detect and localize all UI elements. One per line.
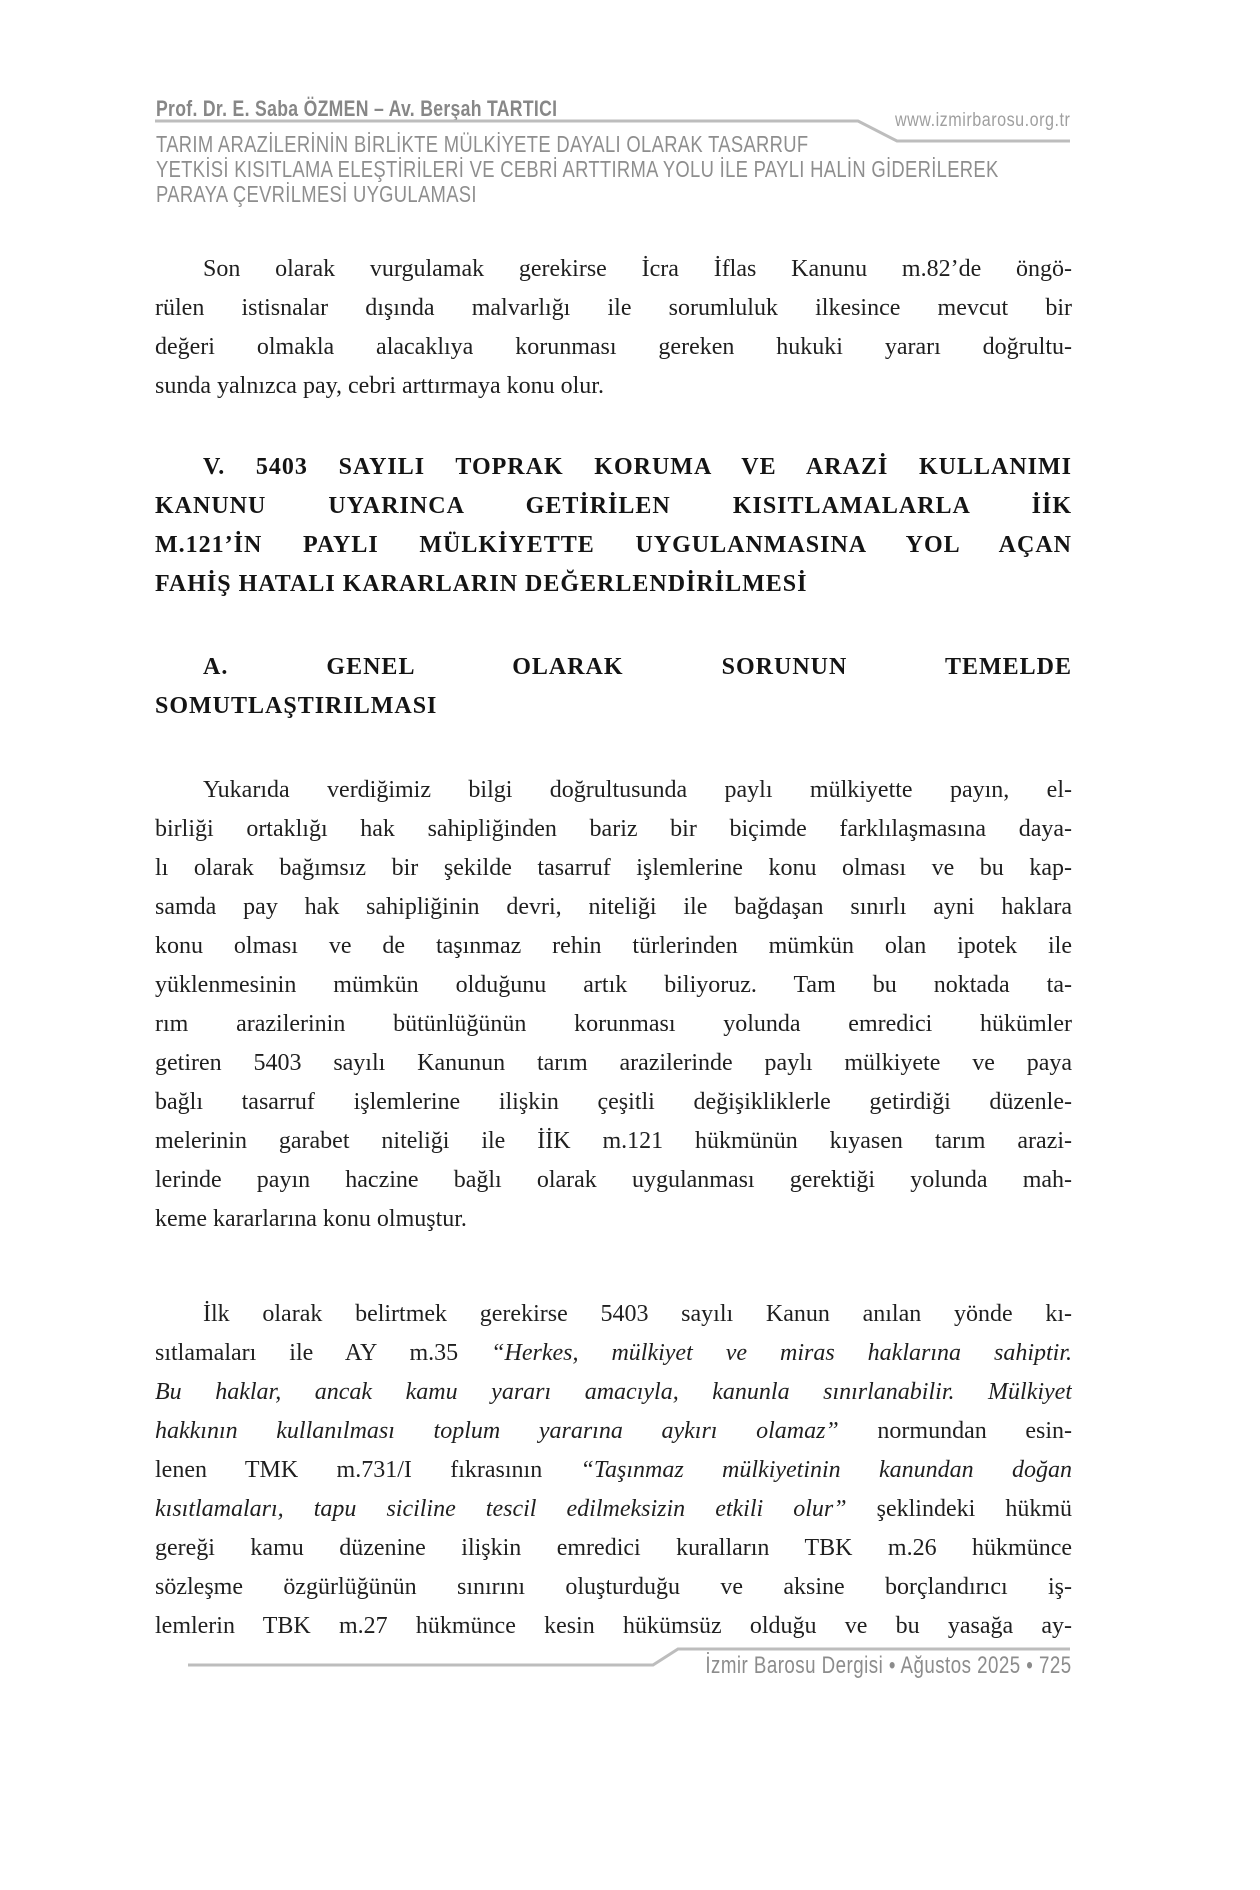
paragraph-2 [155, 771, 1072, 1239]
website-url: www.izmirbarosu.org.tr [894, 110, 1070, 131]
text-line: Son olarak vurgulamak gerekirse İcra İflas Kanunu m.82’de öngö- [203, 256, 1072, 282]
title-line: PARAYA ÇEVRİLMESİ UYGULAMASI [156, 181, 477, 207]
text-line [155, 1451, 1072, 1490]
text-line: birliği ortaklığı hak sahipliğinden bariz bir biçimde farklılaşmasına daya- [155, 816, 1072, 842]
heading-line: V. 5403 SAYILI TOPRAK KORUMA VE ARAZİ KULLANIMI [203, 454, 1072, 480]
authors-line: Prof. Dr. E. Saba ÖZMEN – Av. Berşah TARTICI [156, 96, 558, 121]
text-line [155, 1607, 1072, 1646]
text-line: sunda yalnızca pay, cebri arttırmaya konu olur. [155, 373, 604, 399]
page-footer [472, 1651, 1072, 1681]
text-line: rım arazilerinin bütünlüğünün korunması yolunda emredici hükümler [155, 1011, 1072, 1037]
text-line [155, 1568, 1072, 1607]
article-title [156, 132, 1209, 207]
text-line: melerinin garabet niteliği ile İİK m.121 hükmünün kıyasen tarım arazi- [155, 1128, 1072, 1154]
text-line: yüklenmesinin mümkün olduğunu artık biliyoruz. Tam bu noktada ta- [155, 972, 1072, 998]
heading-line: A. GENEL OLARAK SORUNUN TEMELDE [203, 654, 1072, 680]
italic-quote-segment: kısıtlamaları, tapu siciline tescil edilmeksizin etkili olur” [155, 1496, 847, 1522]
italic-quote-segment: “Herkes, mülkiyet ve miras haklarına sahiptir. [491, 1340, 1072, 1366]
italic-quote-segment: hakkının kullanılması toplum yararına aykırı olamaz” [155, 1418, 839, 1444]
heading-line: SOMUTLAŞTIRILMASI [155, 693, 438, 719]
heading-line: FAHİŞ HATALI KARARLARIN DEĞERLENDİRİLMESİ [155, 571, 808, 597]
text-run: İlk olarak belirtmek gerekirse 5403 sayılı Kanun anılan yönde kı- [203, 1301, 1072, 1327]
text-run: lenen TMK m.731/I fıkrasının [155, 1457, 581, 1483]
heading-line: KANUNU UYARINCA GETİRİLEN KISITLAMALARLA İİK [155, 493, 1072, 519]
text-line: samda pay hak sahipliğinin devri, niteliği ile bağdaşan sınırlı ayni haklara [155, 894, 1072, 920]
text-line: keme kararlarına konu olmuştur. [155, 1206, 467, 1232]
text-run: normundan esin- [838, 1418, 1072, 1444]
heading-line: M.121’İN PAYLI MÜLKİYETTE UYGULANMASINA YOL AÇAN [155, 532, 1072, 558]
section-heading-v [155, 448, 1072, 604]
text-line [155, 1295, 1072, 1334]
text-run: sıtlamaları ile AY m.35 [155, 1340, 492, 1366]
text-line [155, 1412, 1072, 1451]
title-line: TARIM ARAZİLERİNİN BİRLİKTE MÜLKİYETE DAYALI OLARAK TASARRUF [156, 131, 809, 157]
text-line: lı olarak bağımsız bir şekilde tasarruf işlemlerine konu olması ve bu kap- [155, 855, 1072, 881]
text-line [155, 1373, 1072, 1412]
text-line: bağlı tasarruf işlemlerine ilişkin çeşitli değişikliklerle getirdiği düzenle- [155, 1089, 1072, 1115]
text-run: sözleşme özgürlüğünün sınırını oluşturduğu ve aksine borçlandırıcı iş- [155, 1574, 1072, 1600]
paragraph-1 [155, 250, 1072, 406]
title-line: YETKİSİ KISITLAMA ELEŞTİRİLERİ VE CEBRİ ARTTIRMA YOLU İLE PAYLI HALİN GİDERİLEREK [156, 156, 999, 182]
paragraph-3 [155, 1295, 1072, 1646]
text-line [155, 1529, 1072, 1568]
website-url-wrap [155, 110, 1070, 132]
footer-text: İzmir Barosu Dergisi • Ağustos 2025 • 725 [705, 1652, 1072, 1679]
italic-quote-segment: Bu haklar, ancak kamu yararı amacıyla, kanunla sınırlanabilir. Mülkiyet [155, 1379, 1072, 1405]
text-line: Yukarıda verdiğimiz bilgi doğrultusunda paylı mülkiyette payın, el- [203, 777, 1072, 803]
text-line [155, 1334, 1072, 1373]
article-body [155, 250, 1072, 1646]
text-line: konu olması ve de taşınmaz rehin türlerinden mümkün olan ipotek ile [155, 933, 1072, 959]
text-line: lerinde payın haczine bağlı olarak uygulanması gerektiği yolunda mah- [155, 1167, 1072, 1193]
subsection-heading-a [155, 648, 1072, 726]
text-line: getiren 5403 sayılı Kanunun tarım arazilerinde paylı mülkiyete ve paya [155, 1050, 1072, 1076]
text-line [155, 1490, 1072, 1529]
text-run: lemlerin TBK m.27 hükmünce kesin hükümsüz olduğu ve bu yasağa ay- [155, 1613, 1072, 1639]
italic-quote-segment: “Taşınmaz mülkiyetinin kanundan doğan [580, 1457, 1072, 1483]
text-run: şeklindeki hükmü [846, 1496, 1072, 1522]
text-line: rülen istisnalar dışında malvarlığı ile sorumluluk ilkesince mevcut bir [155, 295, 1072, 321]
text-line: değeri olmakla alacaklıya korunması gereken hukuki yararı doğrultu- [155, 334, 1072, 360]
text-run: gereği kamu düzenine ilişkin emredici kuralların TBK m.26 hükmünce [155, 1535, 1072, 1561]
